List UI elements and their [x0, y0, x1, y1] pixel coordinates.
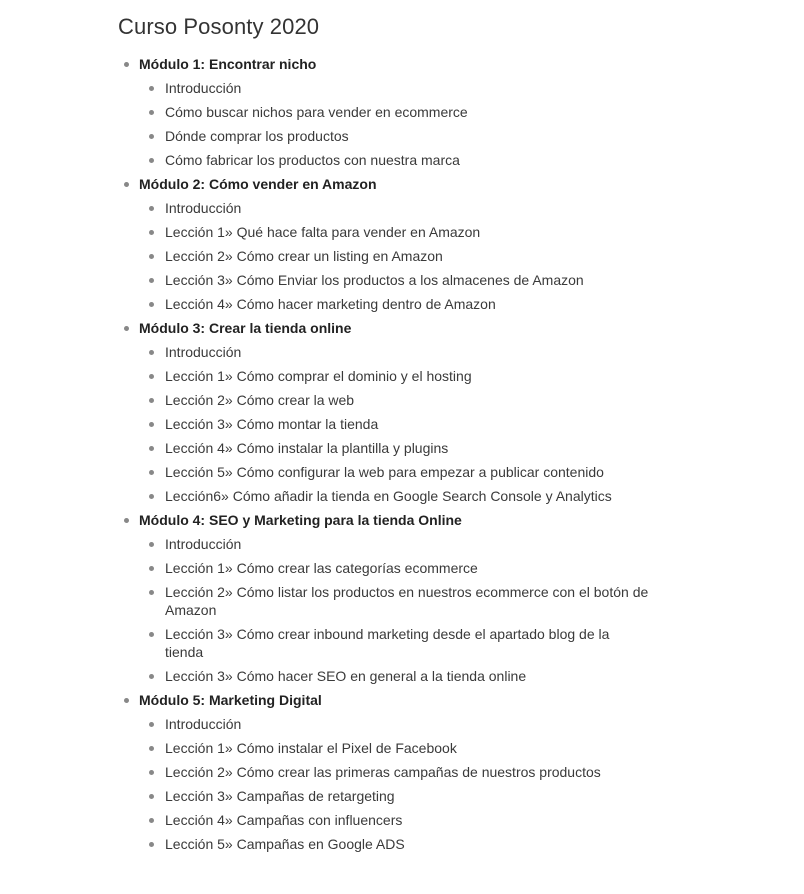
lesson-item: Introducción: [139, 199, 651, 217]
lesson-item: Lección 3» Campañas de retargeting: [139, 787, 651, 805]
module-item: [118, 691, 658, 853]
lesson-item: Dónde comprar los productos: [139, 127, 651, 145]
lesson-item: Lección 2» Cómo crear un listing en Amazon: [139, 247, 651, 265]
lesson-item: Lección 4» Cómo instalar la plantilla y plugins: [139, 439, 651, 457]
lesson-item: Lección 4» Campañas con influencers: [139, 811, 651, 829]
lesson-item: Lección 3» Cómo Enviar los productos a los almacenes de Amazon: [139, 271, 651, 289]
lesson-item: Lección 2» Cómo listar los productos en nuestros ecommerce con el botón de Amazon: [139, 583, 651, 619]
module-item: [118, 511, 658, 685]
lesson-item: Introducción: [139, 343, 651, 361]
lesson-item: Lección 2» Cómo crear la web: [139, 391, 651, 409]
lesson-item: Lección 4» Cómo hacer marketing dentro de Amazon: [139, 295, 651, 313]
lesson-item: Lección 3» Cómo montar la tienda: [139, 415, 651, 433]
lesson-item: Lección 5» Campañas en Google ADS: [139, 835, 651, 853]
module-title: Módulo 5: Marketing Digital: [139, 692, 322, 708]
lesson-item: Introducción: [139, 535, 651, 553]
lesson-item: Cómo fabricar los productos con nuestra marca: [139, 151, 651, 169]
lesson-item: Lección 1» Cómo instalar el Pixel de Facebook: [139, 739, 651, 757]
lesson-item: Lección 3» Cómo hacer SEO en general a la tienda online: [139, 667, 651, 685]
lesson-item: Introducción: [139, 79, 651, 97]
lesson-list: [139, 715, 658, 853]
lesson-list: [139, 79, 658, 169]
module-list: [118, 55, 658, 859]
lesson-list: [139, 199, 658, 313]
lesson-item: Lección6» Cómo añadir la tienda en Google Search Console y Analytics: [139, 487, 651, 505]
module-title: Módulo 4: SEO y Marketing para la tienda Online: [139, 512, 462, 528]
module-title: Módulo 2: Cómo vender en Amazon: [139, 176, 377, 192]
lesson-item: Lección 5» Cómo configurar la web para empezar a publicar contenido: [139, 463, 651, 481]
module-item: [118, 55, 658, 169]
module-item: [118, 175, 658, 313]
lesson-list: [139, 343, 658, 505]
lesson-list: [139, 535, 658, 685]
lesson-item: Lección 1» Cómo crear las categorías ecommerce: [139, 559, 651, 577]
page-title: Curso Posonty 2020: [118, 14, 320, 39]
lesson-item: Lección 1» Qué hace falta para vender en Amazon: [139, 223, 651, 241]
lesson-item: Lección 2» Cómo crear las primeras campañas de nuestros productos: [139, 763, 651, 781]
lesson-item: Lección 1» Cómo comprar el dominio y el hosting: [139, 367, 651, 385]
lesson-item: Introducción: [139, 715, 651, 733]
module-title: Módulo 3: Crear la tienda online: [139, 320, 352, 336]
module-title: Módulo 1: Encontrar nicho: [139, 56, 317, 72]
module-item: [118, 319, 658, 505]
lesson-item: Lección 3» Cómo crear inbound marketing desde el apartado blog de la tienda: [139, 625, 651, 661]
lesson-item: Cómo buscar nichos para vender en ecommerce: [139, 103, 651, 121]
